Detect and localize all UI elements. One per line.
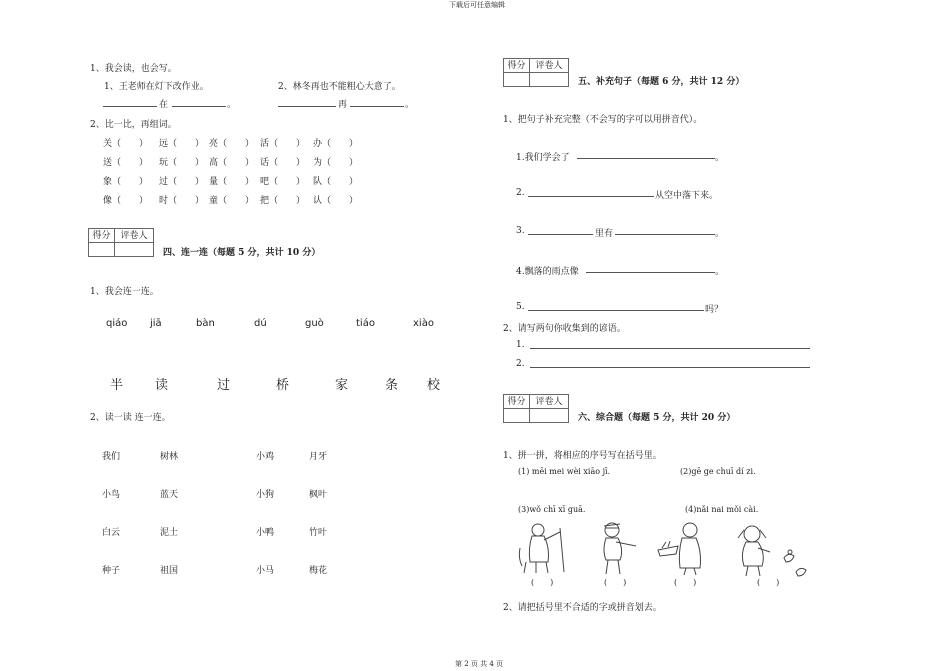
compare-cell[interactable]: 量（ ） [209,177,255,187]
sentence-prefix: 3. [516,226,525,236]
q1-sentence-2: 2、林冬再也不能粗心大意了。 [278,82,401,92]
word-item[interactable]: 泥土 [160,528,179,538]
hanzi-item[interactable]: 家 [335,378,349,393]
blank-line[interactable] [103,106,157,107]
word-item[interactable]: 小鸭 [256,528,275,538]
pinyin-item[interactable]: jiā [150,318,162,329]
sec5-q2: 2、请写两句你收集到的谚语。 [503,324,626,334]
compare-cell[interactable]: 为（ ） [313,158,359,168]
compare-cell[interactable]: 关（ ） [103,139,149,149]
grader-label: 评卷人 [115,229,153,243]
sec6-q1: 1、拼一拼，将相应的序号写在括号里。 [503,451,662,461]
compare-cell[interactable]: 吧（ ） [260,177,306,187]
pinyin-item[interactable]: bàn [196,318,215,329]
sentence-suffix: 从空中落下来。 [655,191,719,201]
grader-cell[interactable] [530,409,568,422]
answer-paren[interactable]: ( ) [674,578,697,587]
compare-cell[interactable]: 童（ ） [209,196,255,206]
word-item[interactable]: 小鸟 [102,490,121,500]
section-5-heading: 五、补充句子（每题 6 分，共计 12 分） [578,77,745,87]
q1-sentence-1: 1、王老师在灯下改作业。 [104,82,209,92]
page-footer: 第 2 页 共 4 页 [455,660,504,668]
pinyin-item[interactable]: qiáo [106,318,128,329]
hanzi-item[interactable]: 桥 [276,378,290,393]
compare-cell[interactable]: 玩（ ） [159,158,205,168]
hanzi-item[interactable]: 半 [110,378,124,393]
grader-cell[interactable] [530,73,568,86]
compare-cell[interactable]: 时（ ） [159,196,205,206]
compare-cell[interactable]: 高（ ） [209,158,255,168]
blank-line[interactable] [530,348,810,349]
score-label: 得分 [504,59,530,73]
grandpa-blowing-flute-illustration [516,518,570,576]
sec5-q1: 1、把句子补充完整（不会写的字可以用拼音代）。 [503,115,703,125]
boy-playing-flute-illustration [590,520,640,576]
fill-word-zai: 在 [159,100,169,110]
score-cell[interactable] [89,243,115,256]
sentence-suffix: 。 [715,229,725,239]
period: 。 [405,100,415,110]
sentence-prefix: 4.飘落的雨点像 [516,267,579,277]
sec6-q2: 2、请把括号里不合适的字或拼音划去。 [503,603,662,613]
blank-line[interactable] [528,234,593,235]
blank-line[interactable] [172,106,226,107]
compare-cell[interactable]: 认（ ） [313,196,359,206]
pinyin-item[interactable]: xiào [413,318,434,329]
compare-cell[interactable]: 过（ ） [159,177,205,187]
fill-word-zai2: 再 [338,100,348,110]
answer-paren[interactable]: ( ) [531,578,554,587]
grader-cell[interactable] [115,243,153,256]
q2-title: 2、比一比，再组词。 [90,120,177,130]
word-item[interactable]: 月牙 [309,452,328,462]
pinyin-item[interactable]: guò [305,318,324,329]
score-box [503,58,569,87]
compare-cell[interactable]: 队（ ） [313,177,359,187]
hanzi-item[interactable]: 校 [427,378,441,393]
blank-line[interactable] [577,158,715,159]
blank-line[interactable] [586,272,715,273]
answer-paren[interactable]: ( ) [604,578,627,587]
score-box [503,394,569,423]
word-item[interactable]: 蓝天 [160,490,179,500]
compare-cell[interactable]: 把（ ） [260,196,306,206]
pinyin-option: (1) mēi mei wèi xiāo jī. [518,467,611,476]
compare-cell[interactable]: 像（ ） [103,196,149,206]
score-box [88,228,154,257]
hanzi-item[interactable]: 条 [385,378,399,393]
blank-line[interactable] [278,106,336,107]
q1-title: 1、我会读，也会写。 [90,64,177,74]
grandma-buying-vegetables-illustration [656,520,712,576]
compare-cell[interactable]: 办（ ） [313,139,359,149]
blank-line[interactable] [528,310,704,311]
pinyin-item[interactable]: dú [254,318,267,329]
sentence-suffix: 吗？ [705,305,724,315]
section-4-heading: 四、连一连（每题 5 分，共计 10 分） [163,248,321,258]
hanzi-item[interactable]: 过 [217,378,231,393]
compare-cell[interactable]: 话（ ） [260,158,306,168]
pinyin-option: (3)wǒ chī xī guā. [518,505,586,514]
compare-cell[interactable]: 活（ ） [260,139,306,149]
compare-cell[interactable]: 远（ ） [159,139,205,149]
sentence-prefix: 2. [516,188,525,198]
word-item[interactable]: 小马 [256,566,275,576]
word-item[interactable]: 树林 [160,452,179,462]
score-label: 得分 [504,395,530,409]
grader-label: 评卷人 [530,59,568,73]
score-cell[interactable] [504,73,530,86]
word-item[interactable]: 小狗 [256,490,275,500]
word-item[interactable]: 我们 [102,452,121,462]
compare-cell[interactable]: 送（ ） [103,158,149,168]
compare-cell[interactable]: 象（ ） [103,177,149,187]
score-cell[interactable] [504,409,530,422]
sentence-prefix: 1.我们学会了 [516,153,570,163]
blank-line[interactable] [530,367,810,368]
grader-label: 评卷人 [530,395,568,409]
pinyin-option: (4)nǎi nai mǒi cài. [685,505,759,514]
sec4-q1: 1、我会连一连。 [90,287,159,297]
score-label: 得分 [89,229,115,243]
pinyin-item[interactable]: tiáo [356,318,375,329]
pinyin-option: (2)gē ge chuī dí zi. [680,467,756,476]
word-item[interactable]: 小鸡 [256,452,275,462]
sentence-suffix: 。 [715,267,725,277]
sentence-suffix: 。 [715,153,725,163]
word-item[interactable]: 枫叶 [309,490,328,500]
proverb-number: 2. [516,359,525,369]
girl-eating-watermelon-illustration [734,522,814,578]
sec4-q2: 2、读一读 连一连。 [90,413,171,423]
period: 。 [227,100,237,110]
sentence-mid: 里有 [595,229,614,239]
sentence-prefix: 5. [516,302,525,312]
word-item[interactable]: 梅花 [309,566,328,576]
blank-line[interactable] [528,196,654,197]
blank-line[interactable] [615,234,715,235]
word-item[interactable]: 祖国 [160,566,179,576]
proverb-number: 1. [516,340,525,350]
page-header: 下载后可任意编辑 [449,1,505,9]
compare-cell[interactable]: 亮（ ） [209,139,255,149]
answer-paren[interactable]: ( ) [757,578,780,587]
hanzi-item[interactable]: 读 [155,378,169,393]
word-item[interactable]: 竹叶 [309,528,328,538]
blank-line[interactable] [350,106,404,107]
word-item[interactable]: 白云 [102,528,121,538]
section-6-heading: 六、综合题（每题 5 分，共计 20 分） [578,413,736,423]
word-item[interactable]: 种子 [102,566,121,576]
